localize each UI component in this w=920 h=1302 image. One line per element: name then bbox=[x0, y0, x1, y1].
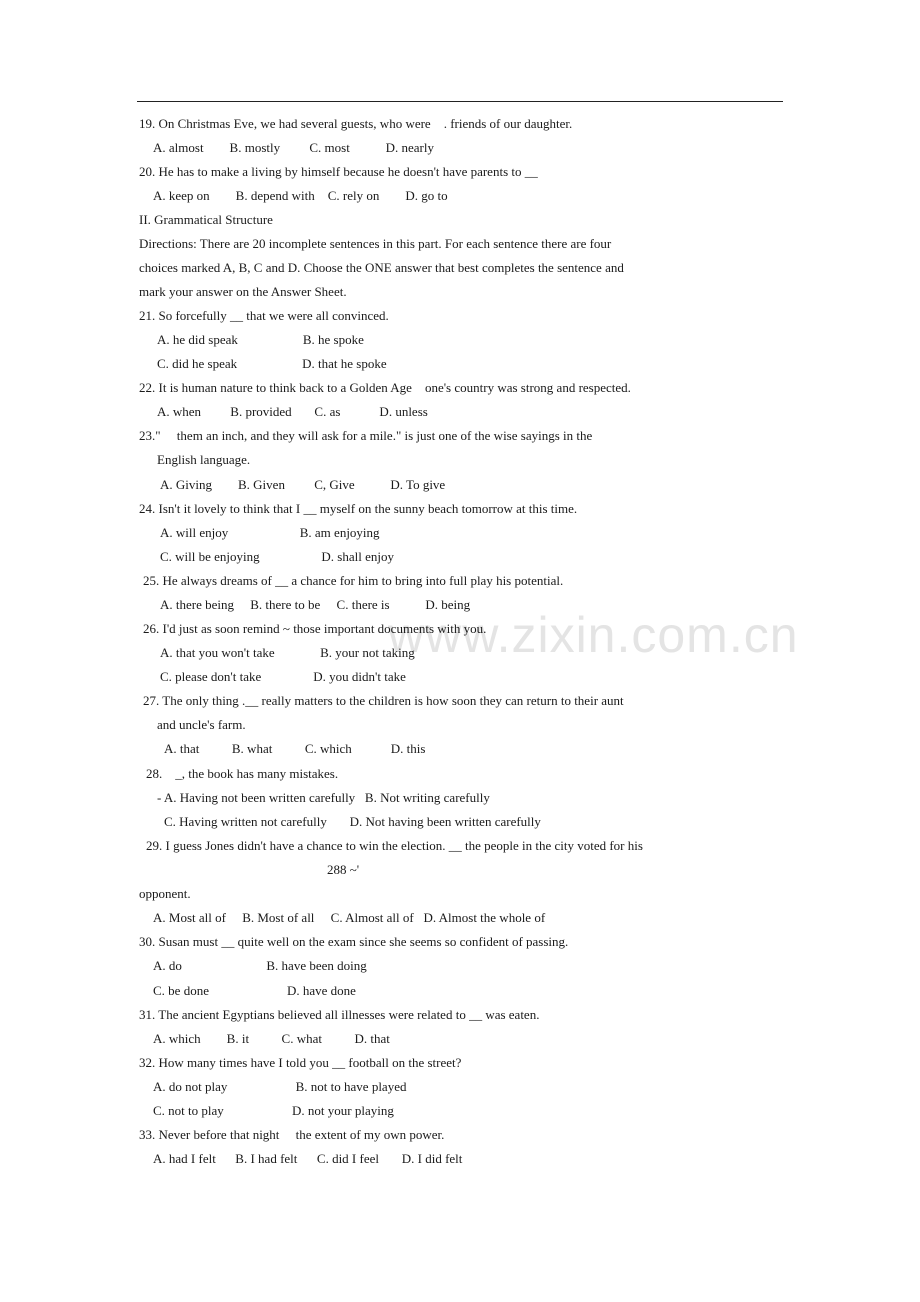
options-28-row-2: C. Having written not carefully D. Not having been written carefully bbox=[164, 814, 541, 829]
options-21-row-2: C. did he speak D. that he spoke bbox=[157, 356, 387, 371]
page-number: 288 ~' bbox=[327, 862, 360, 877]
directions-line-2: choices marked A, B, C and D. Choose the ONE answer that best completes the sentence and bbox=[139, 260, 624, 275]
options-26-row-2: C. please don't take D. you didn't take bbox=[160, 669, 406, 684]
options-24-row-2: C. will be enjoying D. shall enjoy bbox=[160, 549, 394, 564]
options-30-row-1: A. do B. have been doing bbox=[153, 958, 367, 973]
options-32-row-1: A. do not play B. not to have played bbox=[153, 1079, 407, 1094]
directions-line-1: Directions: There are 20 incomplete sentences in this part. For each sentence there are four bbox=[139, 236, 612, 251]
options-22: A. when B. provided C. as D. unless bbox=[157, 404, 428, 419]
question-27-cont: and uncle's farm. bbox=[157, 717, 246, 732]
options-23: A. Giving B. Given C, Give D. To give bbox=[160, 477, 446, 492]
question-31: 31. The ancient Egyptians believed all illnesses were related to __ was eaten. bbox=[139, 1007, 540, 1022]
question-26: 26. I'd just as soon remind ~ those important documents with you. bbox=[143, 621, 487, 636]
options-30-row-2: C. be done D. have done bbox=[153, 983, 356, 998]
question-30: 30. Susan must __ quite well on the exam since she seems so confident of passing. bbox=[139, 934, 569, 949]
question-33: 33. Never before that night the extent of my own power. bbox=[139, 1127, 445, 1142]
options-32-row-2: C. not to play D. not your playing bbox=[153, 1103, 394, 1118]
options-28-row-1: - A. Having not been written carefully B. Not writing carefully bbox=[157, 790, 490, 805]
question-32: 32. How many times have I told you __ football on the street? bbox=[139, 1055, 462, 1070]
question-28: 28. _, the book has many mistakes. bbox=[146, 766, 339, 781]
options-31: A. which B. it C. what D. that bbox=[153, 1031, 390, 1046]
options-27: A. that B. what C. which D. this bbox=[164, 741, 426, 756]
question-29: 29. I guess Jones didn't have a chance to win the election. __ the people in the city voted for his bbox=[146, 838, 643, 853]
question-20: 20. He has to make a living by himself because he doesn't have parents to __ bbox=[139, 164, 538, 179]
header-rule bbox=[137, 101, 783, 102]
question-27: 27. The only thing .__ really matters to the children is how soon they can return to their aunt bbox=[143, 693, 624, 708]
question-29-cont: opponent. bbox=[139, 886, 191, 901]
options-29: A. Most all of B. Most of all C. Almost all of D. Almost the whole of bbox=[153, 910, 546, 925]
watermark: www.zixin.com.cn bbox=[388, 607, 799, 663]
question-21: 21. So forcefully __ that we were all convinced. bbox=[139, 308, 389, 323]
question-23: 23." them an inch, and they will ask for a mile." is just one of the wise sayings in the bbox=[139, 428, 593, 443]
section-heading: II. Grammatical Structure bbox=[139, 212, 273, 227]
options-33: A. had I felt B. I had felt C. did I feel D. I did felt bbox=[153, 1151, 463, 1166]
question-24: 24. Isn't it lovely to think that I __ myself on the sunny beach tomorrow at this time. bbox=[139, 501, 578, 516]
question-19: 19. On Christmas Eve, we had several guests, who were . friends of our daughter. bbox=[139, 116, 573, 131]
question-25: 25. He always dreams of __ a chance for him to bring into full play his potential. bbox=[143, 573, 564, 588]
options-26-row-1: A. that you won't take B. your not taking bbox=[160, 645, 415, 660]
options-19: A. almost B. mostly C. most D. nearly bbox=[153, 140, 434, 155]
directions-line-3: mark your answer on the Answer Sheet. bbox=[139, 284, 347, 299]
options-24-row-1: A. will enjoy B. am enjoying bbox=[160, 525, 380, 540]
options-21-row-1: A. he did speak B. he spoke bbox=[157, 332, 364, 347]
question-23-cont: English language. bbox=[157, 452, 251, 467]
question-22: 22. It is human nature to think back to a Golden Age one's country was strong and respected. bbox=[139, 380, 631, 395]
options-20: A. keep on B. depend with C. rely on D. go to bbox=[153, 188, 448, 203]
options-25: A. there being B. there to be C. there is D. being bbox=[160, 597, 471, 612]
